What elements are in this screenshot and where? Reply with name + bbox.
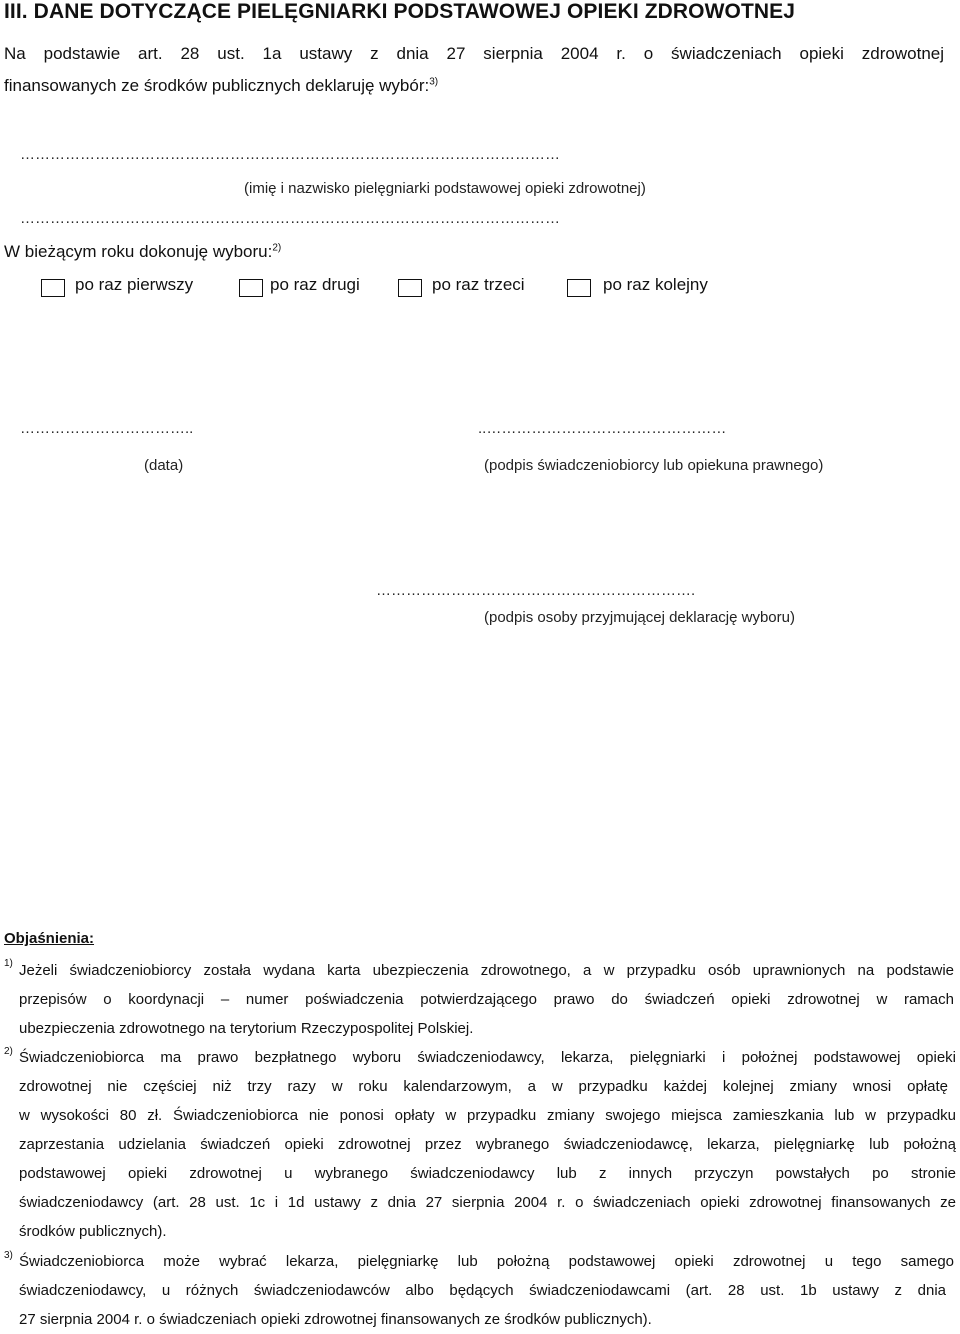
note-3-line-1: Świadczeniobiorca może wybrać lekarza, pielęgniarkę lub położną podstawowej opieki zdrowotnej u tego samego bbox=[19, 1253, 954, 1270]
checkbox-third-time[interactable] bbox=[398, 279, 422, 297]
note-1-line-2: przepisów o koordynacji – numer poświadczenia potwierdzającego prawo do świadczeń opieki zdrowotnej w ramach bbox=[19, 991, 954, 1008]
note-2 bbox=[19, 1043, 956, 1246]
nurse-name-dotted-line-2[interactable]: ……………………………………………………………………………………………… bbox=[20, 210, 560, 227]
note-2-line-5: podstawowej opieki zdrowotnej u wybranego świadczeniodawcy lub z innych przyczyn powstałych po stronie bbox=[19, 1165, 956, 1182]
note-2-line-6: świadczeniodawcy (art. 28 ust. 1c i 1d ustawy z dnia 27 sierpnia 2004 r. o świadczeniach opieki zdrowotnej finansowanych ze bbox=[19, 1194, 956, 1211]
footnote-ref-2: 2) bbox=[272, 242, 282, 254]
receiver-signature-caption: (podpis osoby przyjmującej deklarację wyboru) bbox=[484, 609, 795, 626]
date-caption: (data) bbox=[144, 457, 184, 474]
choice-label-text: W bieżącym roku dokonuję wyboru: bbox=[4, 242, 273, 261]
note-2-line-2: zdrowotnej nie częściej niż trzy razy w roku kalendarzowym, a w przypadku każdej kolejnej zmiany wnosi opłatę bbox=[19, 1078, 948, 1095]
receiver-signature-dotted-line[interactable]: ………………………………………………………. bbox=[376, 582, 696, 599]
note-1-line-1: Jeżeli świadczeniobiorcy została wydana karta ubezpieczenia zdrowotnego, a w przypadku osób uprawnionych na podstawie bbox=[19, 962, 954, 979]
note-1 bbox=[19, 956, 954, 1043]
note-2-line-7: środków publicznych). bbox=[19, 1223, 167, 1240]
note-1-number: 1) bbox=[4, 958, 13, 969]
note-1-line-3: ubezpieczenia zdrowotnego na terytorium Rzeczypospolitej Polskiej. bbox=[19, 1020, 474, 1037]
note-3-line-3: 27 sierpnia 2004 r. o świadczeniach opieki zdrowotnej finansowanych ze środków publicznych). bbox=[19, 1311, 652, 1328]
intro-line-2-text: finansowanych ze środków publicznych deklaruję wybór: bbox=[4, 76, 430, 95]
intro-line-2 bbox=[4, 70, 438, 102]
note-3-number: 3) bbox=[4, 1250, 13, 1261]
option-second-time-label: po raz drugi bbox=[270, 275, 360, 294]
note-2-line-3: w wysokości 80 zł. Świadczeniobiorca nie ponosi opłaty w przypadku zmiany swojego miejsca zamieszkania lub w przypadku bbox=[19, 1107, 956, 1124]
option-first-time-label: po raz pierwszy bbox=[75, 275, 194, 294]
choice-label bbox=[4, 242, 281, 262]
footnote-ref-3: 3) bbox=[429, 76, 439, 88]
beneficiary-signature-caption: (podpis świadczeniobiorcy lub opiekuna prawnego) bbox=[484, 457, 824, 474]
date-dotted-line[interactable]: …………………………….. bbox=[20, 420, 194, 437]
option-next-time-label: po raz kolejny bbox=[603, 275, 708, 294]
note-2-number: 2) bbox=[4, 1046, 13, 1057]
explanations-title: Objaśnienia: bbox=[4, 930, 95, 947]
note-3-line-2: świadczeniodawcy, u różnych świadczeniodawców albo będących świadczeniodawcami (art. 28 ust. 1b ustawy z dnia bbox=[19, 1282, 946, 1299]
checkbox-first-time[interactable] bbox=[41, 279, 65, 297]
checkbox-second-time[interactable] bbox=[239, 279, 263, 297]
intro-line-1: Na podstawie art. 28 ust. 1a ustawy z dnia 27 sierpnia 2004 r. o świadczeniach opieki zdrowotnej bbox=[4, 44, 944, 63]
note-2-line-4: zaprzestania udzielania świadczeń opieki zdrowotnej przez wybranego świadczeniodawcę, lekarza, pielęgniarkę lub położną bbox=[19, 1136, 956, 1153]
checkbox-next-time[interactable] bbox=[567, 279, 591, 297]
note-2-line-1: Świadczeniobiorca ma prawo bezpłatnego wyboru świadczeniodawcy, lekarza, pielęgniarki i położnej podstawowej opieki bbox=[19, 1049, 956, 1066]
beneficiary-signature-dotted-line[interactable]: ..………………………………………… bbox=[478, 420, 727, 437]
option-third-time-label: po raz trzeci bbox=[432, 275, 525, 294]
note-3 bbox=[19, 1247, 954, 1334]
nurse-name-dotted-line[interactable]: ……………………………………………………………………………………………… bbox=[20, 146, 560, 163]
section-title: III. DANE DOTYCZĄCE PIELĘGNIARKI PODSTAWOWEJ OPIEKI ZDROWOTNEJ bbox=[4, 0, 796, 23]
nurse-name-caption: (imię i nazwisko pielęgniarki podstawowej opieki zdrowotnej) bbox=[244, 180, 646, 197]
